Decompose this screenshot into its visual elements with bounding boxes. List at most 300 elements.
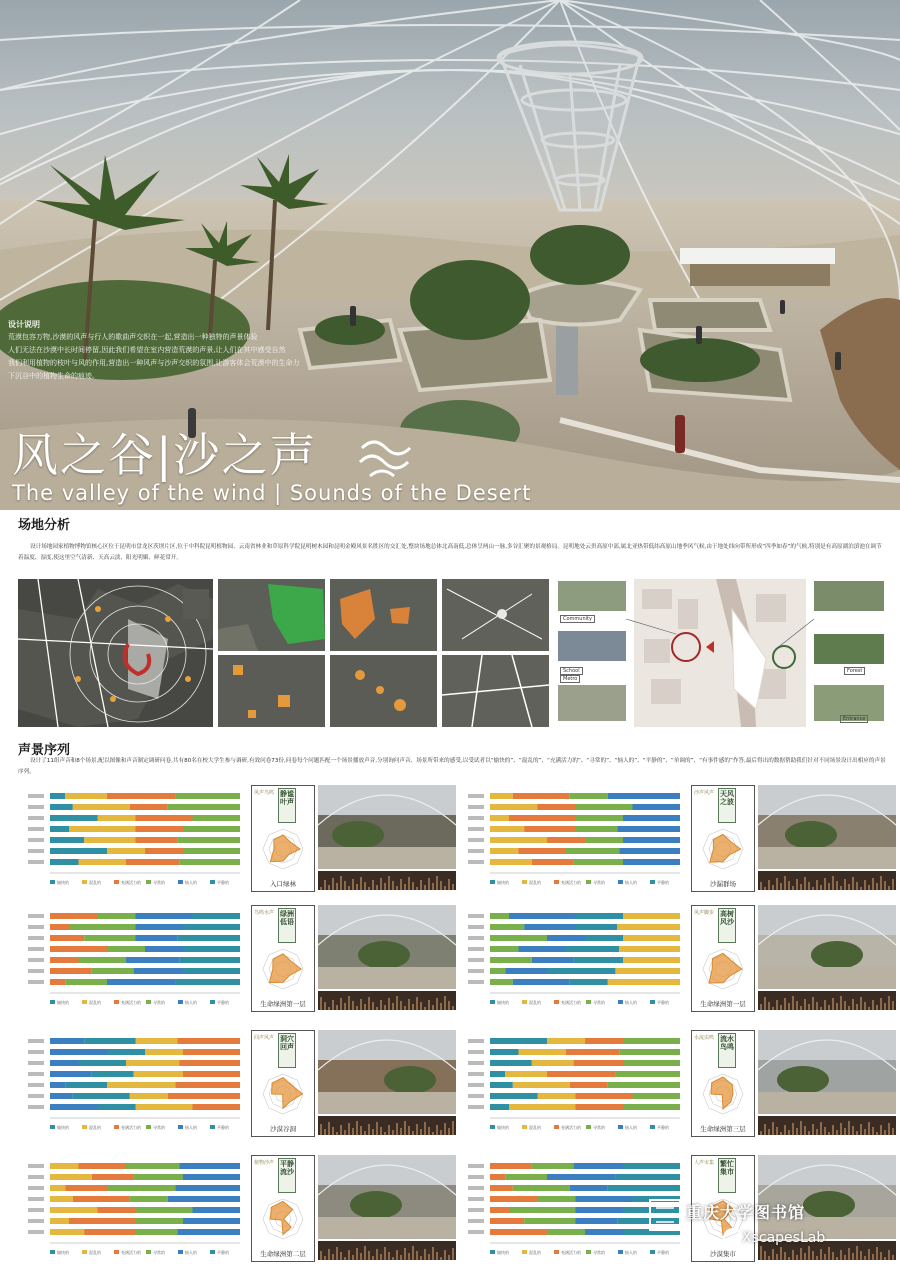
bar-segment [608,1082,680,1088]
scene-small-tag: 沙声风声 [694,790,715,796]
legend-swatch [82,880,87,884]
bar-segment [50,1082,65,1088]
bar-segment [505,1174,547,1180]
row-label-mark [468,1105,484,1109]
row-label-mark [28,1230,44,1234]
bar-segment [136,826,184,832]
scene-stacked-bar-chart [20,785,245,890]
bar-segment [50,1196,73,1202]
bar-segment [65,1185,107,1191]
legend-swatch [618,1125,623,1129]
bar-segment [538,1196,576,1202]
bar-segment [50,804,73,810]
legend-swatch [522,1000,527,1004]
legend-swatch [618,880,623,884]
bar-segment [50,1207,98,1213]
bar-segment [576,815,624,821]
scene-keyword-card [691,785,755,892]
bar-segment [136,1038,178,1044]
bar-segment [193,1207,241,1213]
scene-stacked-bar-chart [460,1030,685,1135]
scene-small-tag: 风声脚步 [694,910,715,916]
legend-label: 恼人的 [185,1125,197,1130]
bar-segment [130,1196,168,1202]
row-label-mark [28,849,44,853]
legend-label: 寻常的 [593,1000,605,1005]
bar-segment [547,1174,615,1180]
legend-label: 恼人的 [625,1000,637,1005]
row-label-mark [468,1050,484,1054]
bar-segment [175,979,240,985]
bar-segment [73,804,130,810]
tag-forest: Forest [844,667,865,675]
legend-label: 混乱的 [89,880,101,885]
scene-label: 生命绿洲第一层 [700,1000,746,1008]
scene-small-tag: 植物沙声 [254,1160,275,1166]
row-label-mark [468,1230,484,1234]
bar-segment [623,957,680,963]
bar-segment [136,913,193,919]
bar-segment [576,913,624,919]
scene-block [460,785,880,897]
analysis-map-orange [330,579,437,651]
row-label-mark [28,1050,44,1054]
design-line: 下沉谷中的植物生命的痕迹。 [8,372,99,380]
bar-segment [107,1185,175,1191]
radar-shape [270,1201,292,1234]
bar-segment [84,837,135,843]
legend-label: 混乱的 [529,1250,541,1255]
legend-swatch [146,1125,151,1129]
bar-segment [623,859,680,865]
legend-swatch [554,1125,559,1129]
bar-segment [490,1174,505,1180]
bar-segment [73,1196,130,1202]
scene-label: 沙漠集市 [710,1250,736,1258]
scene-keyword-card [251,1030,315,1137]
legend-swatch [490,880,495,884]
bar-segment [576,1207,624,1213]
legend-swatch [114,1000,119,1004]
legend-label: 恼人的 [185,1250,197,1255]
bar-segment [490,924,524,930]
legend-swatch [178,1250,183,1254]
row-label-mark [28,794,44,798]
bar-segment [623,1060,680,1066]
bar-segment [183,826,240,832]
legend-swatch [586,1125,591,1129]
legend-label: 愉快的 [57,1125,69,1130]
bar-segment [576,1104,624,1110]
legend-label: 愉快的 [497,1250,509,1255]
library-watermark [638,1178,900,1273]
legend-label: 平静的 [217,1125,229,1130]
bar-segment [623,837,680,843]
bar-segment [547,1229,585,1235]
bar-segment [145,946,183,952]
legend-label: 恼人的 [625,1250,637,1255]
row-label-mark [28,1061,44,1065]
row-label-mark [468,936,484,940]
scene-small-tag: 水流虫鸣 [694,1035,715,1041]
bar-segment [179,1163,240,1169]
row-label-mark [28,860,44,864]
row-label-mark [468,914,484,918]
bar-segment [126,1163,179,1169]
bar-segment [623,935,680,941]
bar-segment [490,913,509,919]
legend-swatch [490,1125,495,1129]
scene-section-strip [758,871,896,890]
row-label-mark [28,980,44,984]
bar-segment [50,1071,92,1077]
lab-name: XscapesLab [742,1230,826,1246]
bar-segment [126,1060,179,1066]
scene-section-strip [318,871,456,890]
bar-segment [576,826,618,832]
scene-label: 生命绿洲第三层 [700,1125,746,1133]
bar-segment [98,815,136,821]
bar-segment [84,935,135,941]
radar-shape [269,954,301,983]
bar-segment [623,1104,680,1110]
legend-label: 充满活力的 [561,1000,581,1005]
bar-segment [98,913,136,919]
bar-segment [509,815,576,821]
scene-keyword: 天风之波 [718,788,736,823]
bar-segment [183,1071,240,1077]
legend-label: 恼人的 [625,880,637,885]
bar-segment [193,815,241,821]
legend-label: 愉快的 [57,1250,69,1255]
bar-segment [107,1082,175,1088]
legend-label: 混乱的 [529,1000,541,1005]
bar-segment [130,804,168,810]
bar-segment [519,1049,567,1055]
bar-segment [490,1049,519,1055]
bar-segment [50,1174,92,1180]
bar-segment [570,1185,608,1191]
legend-label: 愉快的 [57,880,69,885]
bar-segment [136,1229,178,1235]
bar-segment [84,1229,135,1235]
bar-segment [134,1174,183,1180]
bar-segment [179,859,240,865]
bar-segment [50,946,107,952]
bar-segment [50,1038,84,1044]
bar-segment [490,826,524,832]
bar-segment [490,859,532,865]
legend-label: 充满活力的 [121,880,141,885]
bar-segment [570,979,608,985]
scene-photo [318,1155,456,1239]
legend-label: 充满活力的 [121,1125,141,1130]
bar-segment [50,924,69,930]
bar-segment [547,1071,615,1077]
bar-segment [576,804,633,810]
bar-segment [50,913,98,919]
bar-segment [547,1038,585,1044]
design-line: 荒漠包容万物,沙漠的风声与行人的歌曲声交织在一起,营造出一种独特的声景体验 [8,333,258,341]
legend-swatch [210,1125,215,1129]
scene-block [20,1155,440,1267]
bar-segment [50,848,107,854]
bar-segment [50,935,84,941]
scene-section-strip [318,1241,456,1260]
bar-segment [617,924,680,930]
row-label-mark [468,860,484,864]
bar-segment [126,859,179,865]
legend-swatch [114,1125,119,1129]
bar-segment [619,848,680,854]
scene-keyword-card [691,905,755,1012]
bar-segment [524,924,575,930]
scene-radar-chart [692,944,754,994]
scene-radar-chart [692,824,754,874]
bar-segment [585,837,623,843]
bar-segment [633,804,681,810]
bar-segment [183,946,240,952]
bar-segment [50,826,69,832]
radar-shape [270,835,300,862]
bar-segment [490,1060,532,1066]
site-location-map [18,579,213,727]
legend-swatch [114,1250,119,1254]
bar-segment [183,1218,240,1224]
bar-segment [532,859,574,865]
bar-segment [179,1060,240,1066]
row-label-mark [28,1105,44,1109]
scene-stacked-bar-chart [20,1030,245,1135]
bar-segment [177,837,240,843]
bar-segment [107,979,175,985]
scene-radar-chart [252,944,314,994]
row-label-mark [28,925,44,929]
row-label-mark [468,849,484,853]
bar-segment [50,979,65,985]
row-label-mark [28,827,44,831]
bar-segment [107,1049,145,1055]
row-label-mark [468,925,484,929]
bar-segment [84,1038,135,1044]
legend-label: 寻常的 [153,1250,165,1255]
library-name: 重庆大学图书馆 [686,1203,806,1222]
sequence-heading: 声景序列 [18,743,71,758]
bar-segment [615,968,680,974]
legend-swatch [82,1000,87,1004]
row-label-mark [28,1219,44,1223]
scene-radar-chart [252,1069,314,1119]
scene-stacked-bar-chart [460,905,685,1010]
bar-segment [623,815,680,821]
bar-segment [490,1082,513,1088]
bar-segment [134,1071,183,1077]
bar-segment [69,1218,136,1224]
bar-segment [490,1071,505,1077]
legend-swatch [618,1250,623,1254]
legend-label: 愉快的 [57,1000,69,1005]
row-label-mark [468,1083,484,1087]
site-analysis-heading: 场地分析 [18,518,71,533]
legend-swatch [522,1125,527,1129]
bar-segment [177,935,240,941]
row-label-mark [468,1208,484,1212]
row-label-mark [28,958,44,962]
bar-segment [490,935,547,941]
row-label-mark [28,838,44,842]
legend-label: 混乱的 [529,1125,541,1130]
bar-segment [107,848,145,854]
legend-label: 平静的 [657,1125,669,1130]
design-line: 我们利用植物的枝叶与风的作用,营造出一种风声与沙声交织的氛围,让游客体会荒漠中的生命力 [8,359,300,367]
bar-segment [574,859,623,865]
legend-swatch [586,880,591,884]
row-label-mark [468,1094,484,1098]
scene-small-tag: 回声风声 [254,1035,275,1041]
analysis-map-green [218,579,325,651]
bar-segment [490,1207,509,1213]
bar-segment [585,1038,623,1044]
bar-segment [570,1082,608,1088]
scene-label: 入口绿林 [270,880,296,888]
legend-swatch [114,880,119,884]
scene-label: 沙漠谷洞 [270,1125,296,1133]
scene-section-strip [318,1116,456,1135]
bar-segment [547,935,585,941]
legend-swatch [522,1250,527,1254]
scene-small-tag: 人声市集 [694,1160,715,1166]
bar-segment [175,793,240,799]
bar-segment [509,1104,576,1110]
bar-segment [98,1104,136,1110]
radar-shape [710,834,741,862]
scene-keyword: 平静流沙 [278,1158,296,1193]
bar-segment [608,793,680,799]
scene-keyword-card [251,1155,315,1262]
bar-segment [65,979,107,985]
bar-segment [50,815,98,821]
bar-segment [490,848,519,854]
legend-swatch [554,880,559,884]
legend-label: 寻常的 [153,1000,165,1005]
legend-label: 充满活力的 [561,1125,581,1130]
title-chinese: 风之谷|沙之声 [12,428,318,482]
scene-block [20,785,440,897]
bar-segment [490,979,513,985]
bar-segment [79,1060,127,1066]
legend-label: 平静的 [657,1000,669,1005]
legend-label: 愉快的 [497,880,509,885]
row-label-mark [28,1208,44,1212]
row-label-mark [468,1039,484,1043]
row-label-mark [468,980,484,984]
row-label-mark [468,794,484,798]
scene-keyword: 繁忙集市 [718,1158,736,1193]
scene-label: 生命绿洲第一层 [260,1000,306,1008]
bar-segment [490,837,547,843]
bar-segment [69,924,136,930]
bar-segment [513,793,570,799]
row-label-mark [468,1164,484,1168]
bar-segment [136,935,178,941]
bar-segment [619,946,680,952]
scene-small-tag: 鸟鸣水声 [254,910,275,916]
bar-segment [136,1104,193,1110]
bar-segment [183,1049,240,1055]
analysis-map-roads [442,655,549,727]
bar-segment [50,1049,107,1055]
scene-label: 生命绿洲第二层 [260,1250,306,1258]
bar-segment [623,913,680,919]
bar-segment [50,1218,69,1224]
bar-segment [519,848,567,854]
bar-segment [615,1071,680,1077]
bar-segment [193,913,241,919]
legend-label: 充满活力的 [121,1000,141,1005]
site-context-graphic [556,579,886,727]
legend-label: 恼人的 [625,1125,637,1130]
bar-segment [490,1185,513,1191]
bar-segment [126,957,179,963]
bar-segment [574,1163,623,1169]
scene-block [460,905,880,1017]
bar-segment [490,946,519,952]
bar-segment [177,1038,240,1044]
row-label-mark [28,1175,44,1179]
bar-segment [65,1082,107,1088]
legend-swatch [210,1000,215,1004]
bar-segment [524,1218,575,1224]
bar-segment [490,1196,538,1202]
design-line: 人们无法在沙漠中长时间停留,因此我们希望在室内营造荒漠的声景,让人们在其中感受自然 [8,346,286,354]
legend-swatch [50,1000,55,1004]
radar-shape [709,953,742,983]
scene-keyword: 洞穴回声 [278,1033,296,1068]
row-label-mark [28,936,44,940]
legend-swatch [82,1125,87,1129]
row-label-mark [468,1197,484,1201]
bar-segment [92,1071,134,1077]
legend-swatch [586,1000,591,1004]
legend-swatch [618,1000,623,1004]
bar-segment [50,837,84,843]
legend-label: 寻常的 [153,880,165,885]
bar-segment [79,859,127,865]
legend-label: 寻常的 [153,1125,165,1130]
bar-segment [570,793,608,799]
bar-segment [519,946,567,952]
legend-label: 寻常的 [593,1125,605,1130]
legend-swatch [50,1125,55,1129]
row-label-mark [468,827,484,831]
row-label-mark [468,1072,484,1076]
bar-segment [524,826,575,832]
bar-segment [566,1049,619,1055]
bar-segment [538,1093,576,1099]
bar-segment [183,848,240,854]
bar-segment [619,1049,680,1055]
legend-label: 平静的 [217,1000,229,1005]
bar-segment [513,1082,570,1088]
row-label-mark [468,838,484,842]
sequence-text: 设计了11组声音和8个场景,配以图像和声音制定调研问卷,共有80名在校大学生参与调研,有效问卷73份,问卷每个问题匹配一个场景播放声音,分别询问声音、场景所带来的感受,以受试者以“愉快的”、“混乱的”、“充满活力的”、“寻常的”、“恼人的”、“平静的”、“单调的”、“有事件感的”作答,最后得出的数据帮助我们针对不同场景设计出相应的声景序列。 [18,758,886,775]
legend-swatch [650,880,655,884]
legend-swatch [586,1250,591,1254]
bar-segment [177,1229,240,1235]
row-label-mark [468,816,484,820]
legend-label: 平静的 [657,1250,669,1255]
bar-segment [50,1185,65,1191]
